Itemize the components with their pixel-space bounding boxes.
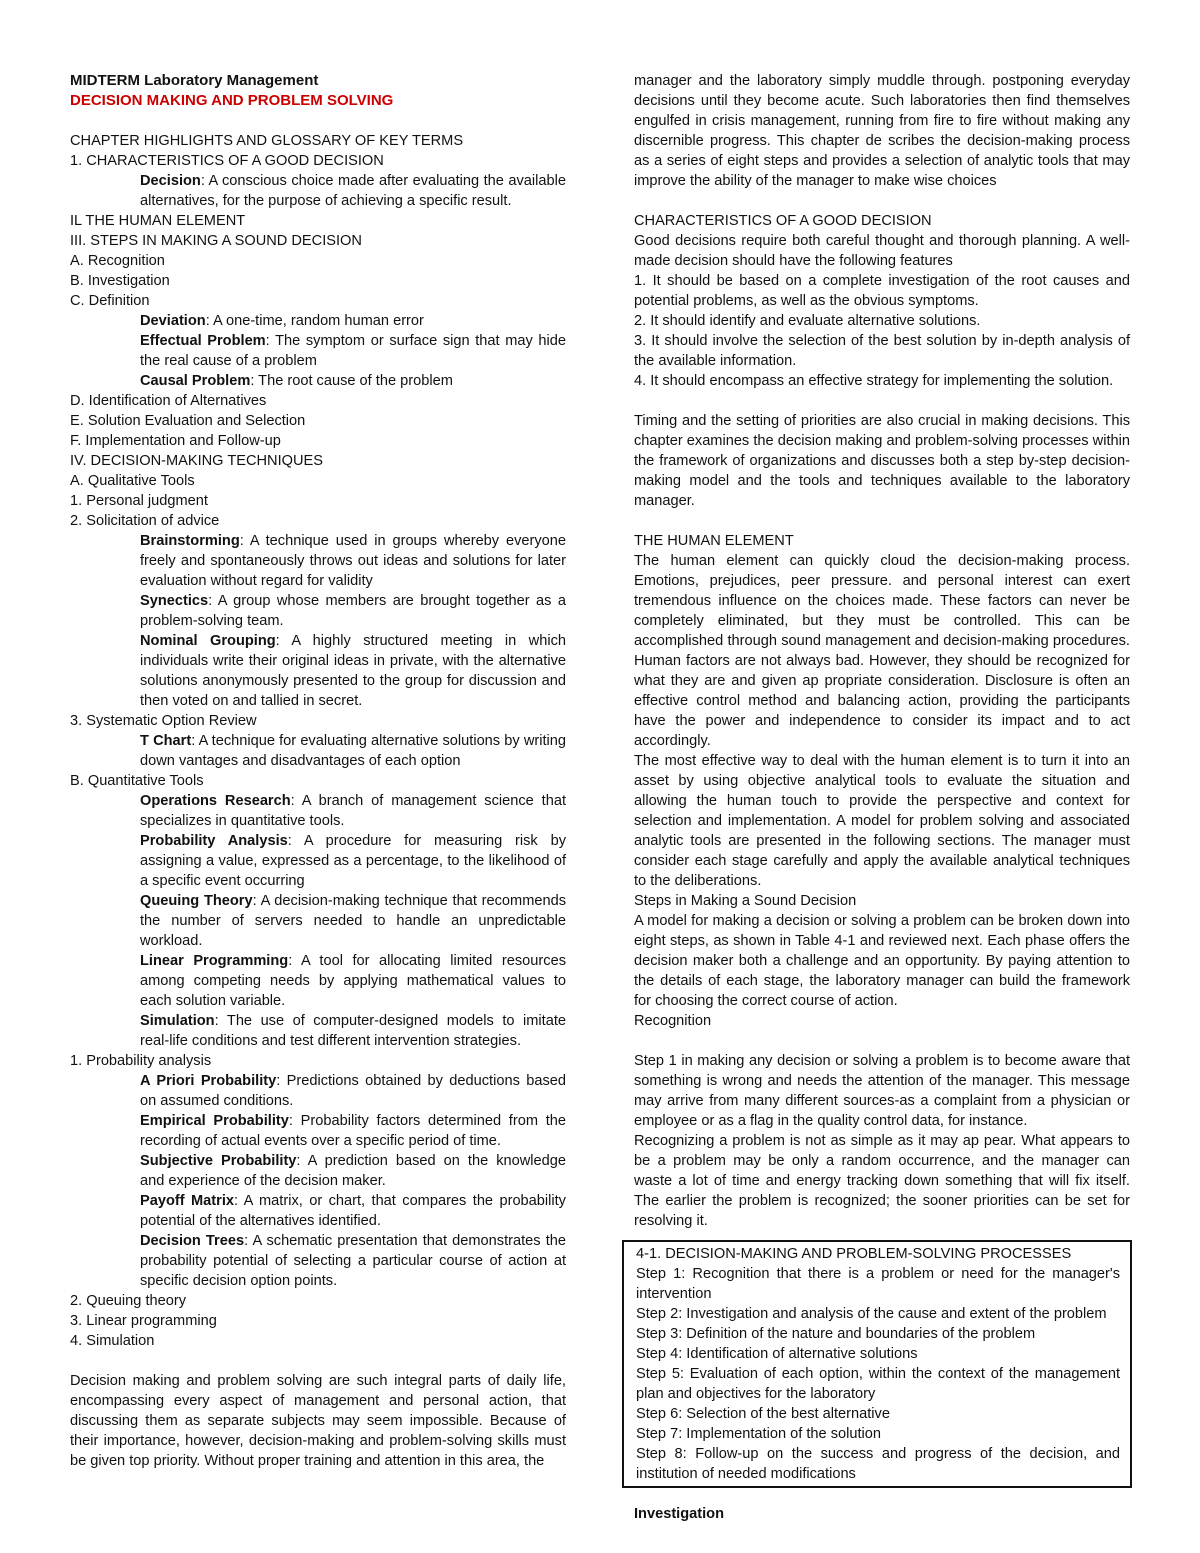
term-name: Operations Research (140, 793, 291, 809)
document-title: MIDTERM Laboratory Management (70, 72, 319, 89)
step-item: Step 8: Follow-up on the success and progress of the decision, and institution of needed modifications (636, 1446, 1120, 1482)
paragraph: Step 1 in making any decision or solving a problem is to become aware that something is wrong and needs the attention of the manager. This message may arrive from many different sources-as a complaint from a physician or employee or as a flag in the quality control data, for instance. (634, 1053, 1130, 1129)
term-name: Causal Problem (140, 373, 251, 389)
term-name: Empirical Probability (140, 1113, 289, 1129)
glossary-term (70, 331, 566, 371)
paragraph: A model for making a decision or solving a problem can be broken down into eight steps, as shown in Table 4-1 and reviewed next. Each phase offers the decision maker both a challenge and an opportunity. By paying attention to the details of each stage, the laboratory manager can build the framework for choosing the correct course of action. (634, 913, 1130, 1009)
term-name: Nominal Grouping (140, 633, 276, 649)
section-heading: THE HUMAN ELEMENT (634, 533, 794, 549)
paragraph: manager and the laboratory simply muddle through. postponing everyday decisions until they become acute. Such laboratories then find themselves engulfed in crisis management, running from fire to fire without making any discernible progress. This chapter de scribes the decision-making process as a series of eight steps and provides a selection of analytic tools that may improve the ability of the manager to make wise choices (634, 73, 1130, 189)
feature-item: 1. It should be based on a complete investigation of the root causes and potential problems, as well as the obvious symptoms. (634, 273, 1130, 309)
glossary-term (70, 791, 566, 831)
outline-item: E. Solution Evaluation and Selection (70, 413, 306, 429)
investigation-heading: Investigation (634, 1506, 725, 1522)
term-name: A Priori Probability (140, 1073, 277, 1089)
glossary-term (70, 1191, 566, 1231)
glossary-term (70, 1231, 566, 1291)
process-table-box (622, 1240, 1132, 1488)
feature-item: 4. It should encompass an effective strategy for implementing the solution. (634, 373, 1114, 389)
outline-item: A. Qualitative Tools (70, 473, 195, 489)
outline-item: F. Implementation and Follow-up (70, 433, 281, 449)
term-definition: : A technique for evaluating alternative solutions by writing down vantages and disadvantages of each option (140, 733, 566, 769)
paragraph: Good decisions require both careful thought and thorough planning. A well-made decision should have the following features (634, 233, 1130, 269)
outline-item: B. Investigation (70, 273, 170, 289)
term-definition: : A branch of management science that specializes in quantitative tools. (140, 793, 566, 829)
term-name: Brainstorming (140, 533, 240, 549)
term-name: Deviation (140, 313, 206, 329)
paragraph: The most effective way to deal with the human element is to turn it into an asset by using objective analytical tools to evaluate the situation and allowing the human touch to provide the perspective and context for selection and implementation. A model for problem solving and associated analytic tools are presented in the following sections. The manager must consider each stage carefully and apply the available analytical techniques to the deliberations. (634, 753, 1130, 889)
term-definition: : A decision-making technique that recommends the number of servers needed to handle an unpredictable workload. (140, 893, 566, 949)
term-definition: : A prediction based on the knowledge and experience of the decision maker. (140, 1153, 566, 1189)
step-item: Step 7: Implementation of the solution (636, 1426, 882, 1442)
document-subtitle: DECISION MAKING AND PROBLEM SOLVING (70, 92, 394, 109)
glossary-term (70, 311, 566, 331)
box-title: 4-1. DECISION-MAKING AND PROBLEM-SOLVING PROCESSES (636, 1246, 1072, 1262)
section-heading: Steps in Making a Sound Decision (634, 893, 857, 909)
outline-item: C. Definition (70, 293, 150, 309)
right-column (634, 71, 1130, 1524)
outline-item: III. STEPS IN MAKING A SOUND DECISION (70, 233, 362, 249)
outline-item: IL THE HUMAN ELEMENT (70, 213, 246, 229)
glossary-term (70, 1111, 566, 1151)
term-name: Simulation (140, 1013, 215, 1029)
outline-item: 2. Solicitation of advice (70, 513, 220, 529)
term-definition: : The symptom or surface sign that may hide the real cause of a problem (140, 333, 567, 369)
glossary-term (70, 591, 566, 631)
term-name: Payoff Matrix (140, 1193, 234, 1209)
term-name: Queuing Theory (140, 893, 253, 909)
term-definition: : A procedure for measuring risk by assigning a value, expressed as a percentage, to the likelihood of a specific event occurring (140, 833, 566, 889)
term-definition: : The use of computer-designed models to imitate real-life conditions and test different intervention strategies. (140, 1013, 566, 1049)
term-definition: : A highly structured meeting in which individuals write their original ideas in private, with the alternative solutions anonymously presented to the group for discussion and then voted on and tallied in secret. (140, 633, 566, 709)
term-definition: : A tool for allocating limited resources among competing needs by applying mathematical values to each solution variable. (140, 953, 566, 1009)
term-definition: : A matrix, or chart, that compares the probability potential of the alternatives identified. (140, 1193, 566, 1229)
outline-item: IV. DECISION-MAKING TECHNIQUES (70, 453, 324, 469)
paragraph: Timing and the setting of priorities are also crucial in making decisions. This chapter examines the decision making and problem-solving processes within the framework of organizations and discusses both a step by-step decision-making model and the tools and techniques available to the laboratory manager. (634, 413, 1130, 509)
term-definition: : Probability factors determined from the recording of actual events over a specific period of time. (140, 1113, 567, 1149)
term-definition: : The root cause of the problem (250, 373, 453, 389)
term-name: Linear Programming (140, 953, 289, 969)
glossary-term (70, 1151, 566, 1191)
outline-item: 3. Linear programming (70, 1313, 217, 1329)
glossary-term (70, 951, 566, 1011)
term-definition: : A group whose members are brought together as a problem-solving team. (140, 593, 566, 629)
glossary-term (70, 171, 566, 211)
term-definition: : A one-time, random human error (205, 313, 424, 329)
step-item: Step 2: Investigation and analysis of the cause and extent of the problem (636, 1306, 1107, 1322)
term-definition: : A technique used in groups whereby everyone freely and spontaneously throws out ideas and solutions for later evaluation without regard for validity (140, 533, 566, 589)
term-definition: : A schematic presentation that demonstrates the probability potential of selecting a particular course of action at specific decision option points. (140, 1233, 566, 1289)
term-name: Decision Trees (140, 1233, 245, 1249)
section-heading: Recognition (634, 1013, 712, 1029)
section-heading: CHARACTERISTICS OF A GOOD DECISION (634, 213, 932, 229)
outline-item: 1. Probability analysis (70, 1053, 212, 1069)
term-definition: : Predictions obtained by deductions based on assumed conditions. (140, 1073, 566, 1109)
outline-item: 1. Personal judgment (70, 493, 208, 509)
paragraph: Recognizing a problem is not as simple as it may ap pear. What appears to be a problem may be only a random occurrence, and the manager can waste a lot of time and energy tracking down something that will fix itself. The earlier the problem is recognized; the sooner priorities can be set for resolving it. (634, 1133, 1130, 1229)
outline-item: A. Recognition (70, 253, 165, 269)
paragraph: The human element can quickly cloud the decision-making process. Emotions, prejudices, peer pressure. and personal interest can exert tremendous influence on the choices made. These factors can never be completely eliminated, but they must be controlled. This can be accomplished through sound management and decision-making procedures. Human factors are not always bad. However, they should be recognized for what they are and given ap propriate consideration. Disclosure is often an effective control method and balancing action, providing the participants have the power and independence to consider its impact and to act accordingly. (634, 553, 1130, 749)
term-name: Probability Analysis (140, 833, 288, 849)
term-name: T Chart (140, 733, 192, 749)
outline-item: 4. Simulation (70, 1333, 155, 1349)
term-name: Effectual Problem (140, 333, 266, 349)
feature-item: 3. It should involve the selection of the best solution by in-depth analysis of the available information. (634, 333, 1130, 369)
term-name: Subjective Probability (140, 1153, 297, 1169)
term-definition: : A conscious choice made after evaluating the available alternatives, for the purpose of achieving a specific result. (140, 173, 566, 209)
glossary-term (70, 631, 566, 711)
step-item: Step 3: Definition of the nature and boundaries of the problem (636, 1326, 1036, 1342)
chapter-heading: CHAPTER HIGHLIGHTS AND GLOSSARY OF KEY TERMS (70, 133, 464, 149)
glossary-term (70, 371, 566, 391)
outline-item: B. Quantitative Tools (70, 773, 204, 789)
step-item: Step 4: Identification of alternative solutions (636, 1346, 918, 1362)
intro-paragraph: Decision making and problem solving are such integral parts of daily life, encompassing every aspect of management and personal action, that discussing them as separate subjects may seem impossible. Because of their importance, however, decision-making and problem-solving skills must be given top priority. Without proper training and attention in this area, the (70, 1373, 566, 1469)
glossary-term (70, 731, 566, 771)
step-item: Step 5: Evaluation of each option, within the context of the management plan and objectives for the laboratory (636, 1366, 1120, 1402)
step-item: Step 6: Selection of the best alternative (636, 1406, 890, 1422)
term-name: Decision (140, 173, 201, 189)
outline-item: 2. Queuing theory (70, 1293, 187, 1309)
left-column (70, 71, 566, 1471)
glossary-term (70, 891, 566, 951)
outline-item: 3. Systematic Option Review (70, 713, 257, 729)
glossary-term (70, 1071, 566, 1111)
glossary-term (70, 1011, 566, 1051)
term-name: Synectics (140, 593, 209, 609)
outline-item: 1. CHARACTERISTICS OF A GOOD DECISION (70, 153, 384, 169)
step-item: Step 1: Recognition that there is a problem or need for the manager's intervention (636, 1266, 1120, 1302)
outline-item: D. Identification of Alternatives (70, 393, 267, 409)
glossary-term (70, 831, 566, 891)
feature-item: 2. It should identify and evaluate alternative solutions. (634, 313, 981, 329)
glossary-term (70, 531, 566, 591)
